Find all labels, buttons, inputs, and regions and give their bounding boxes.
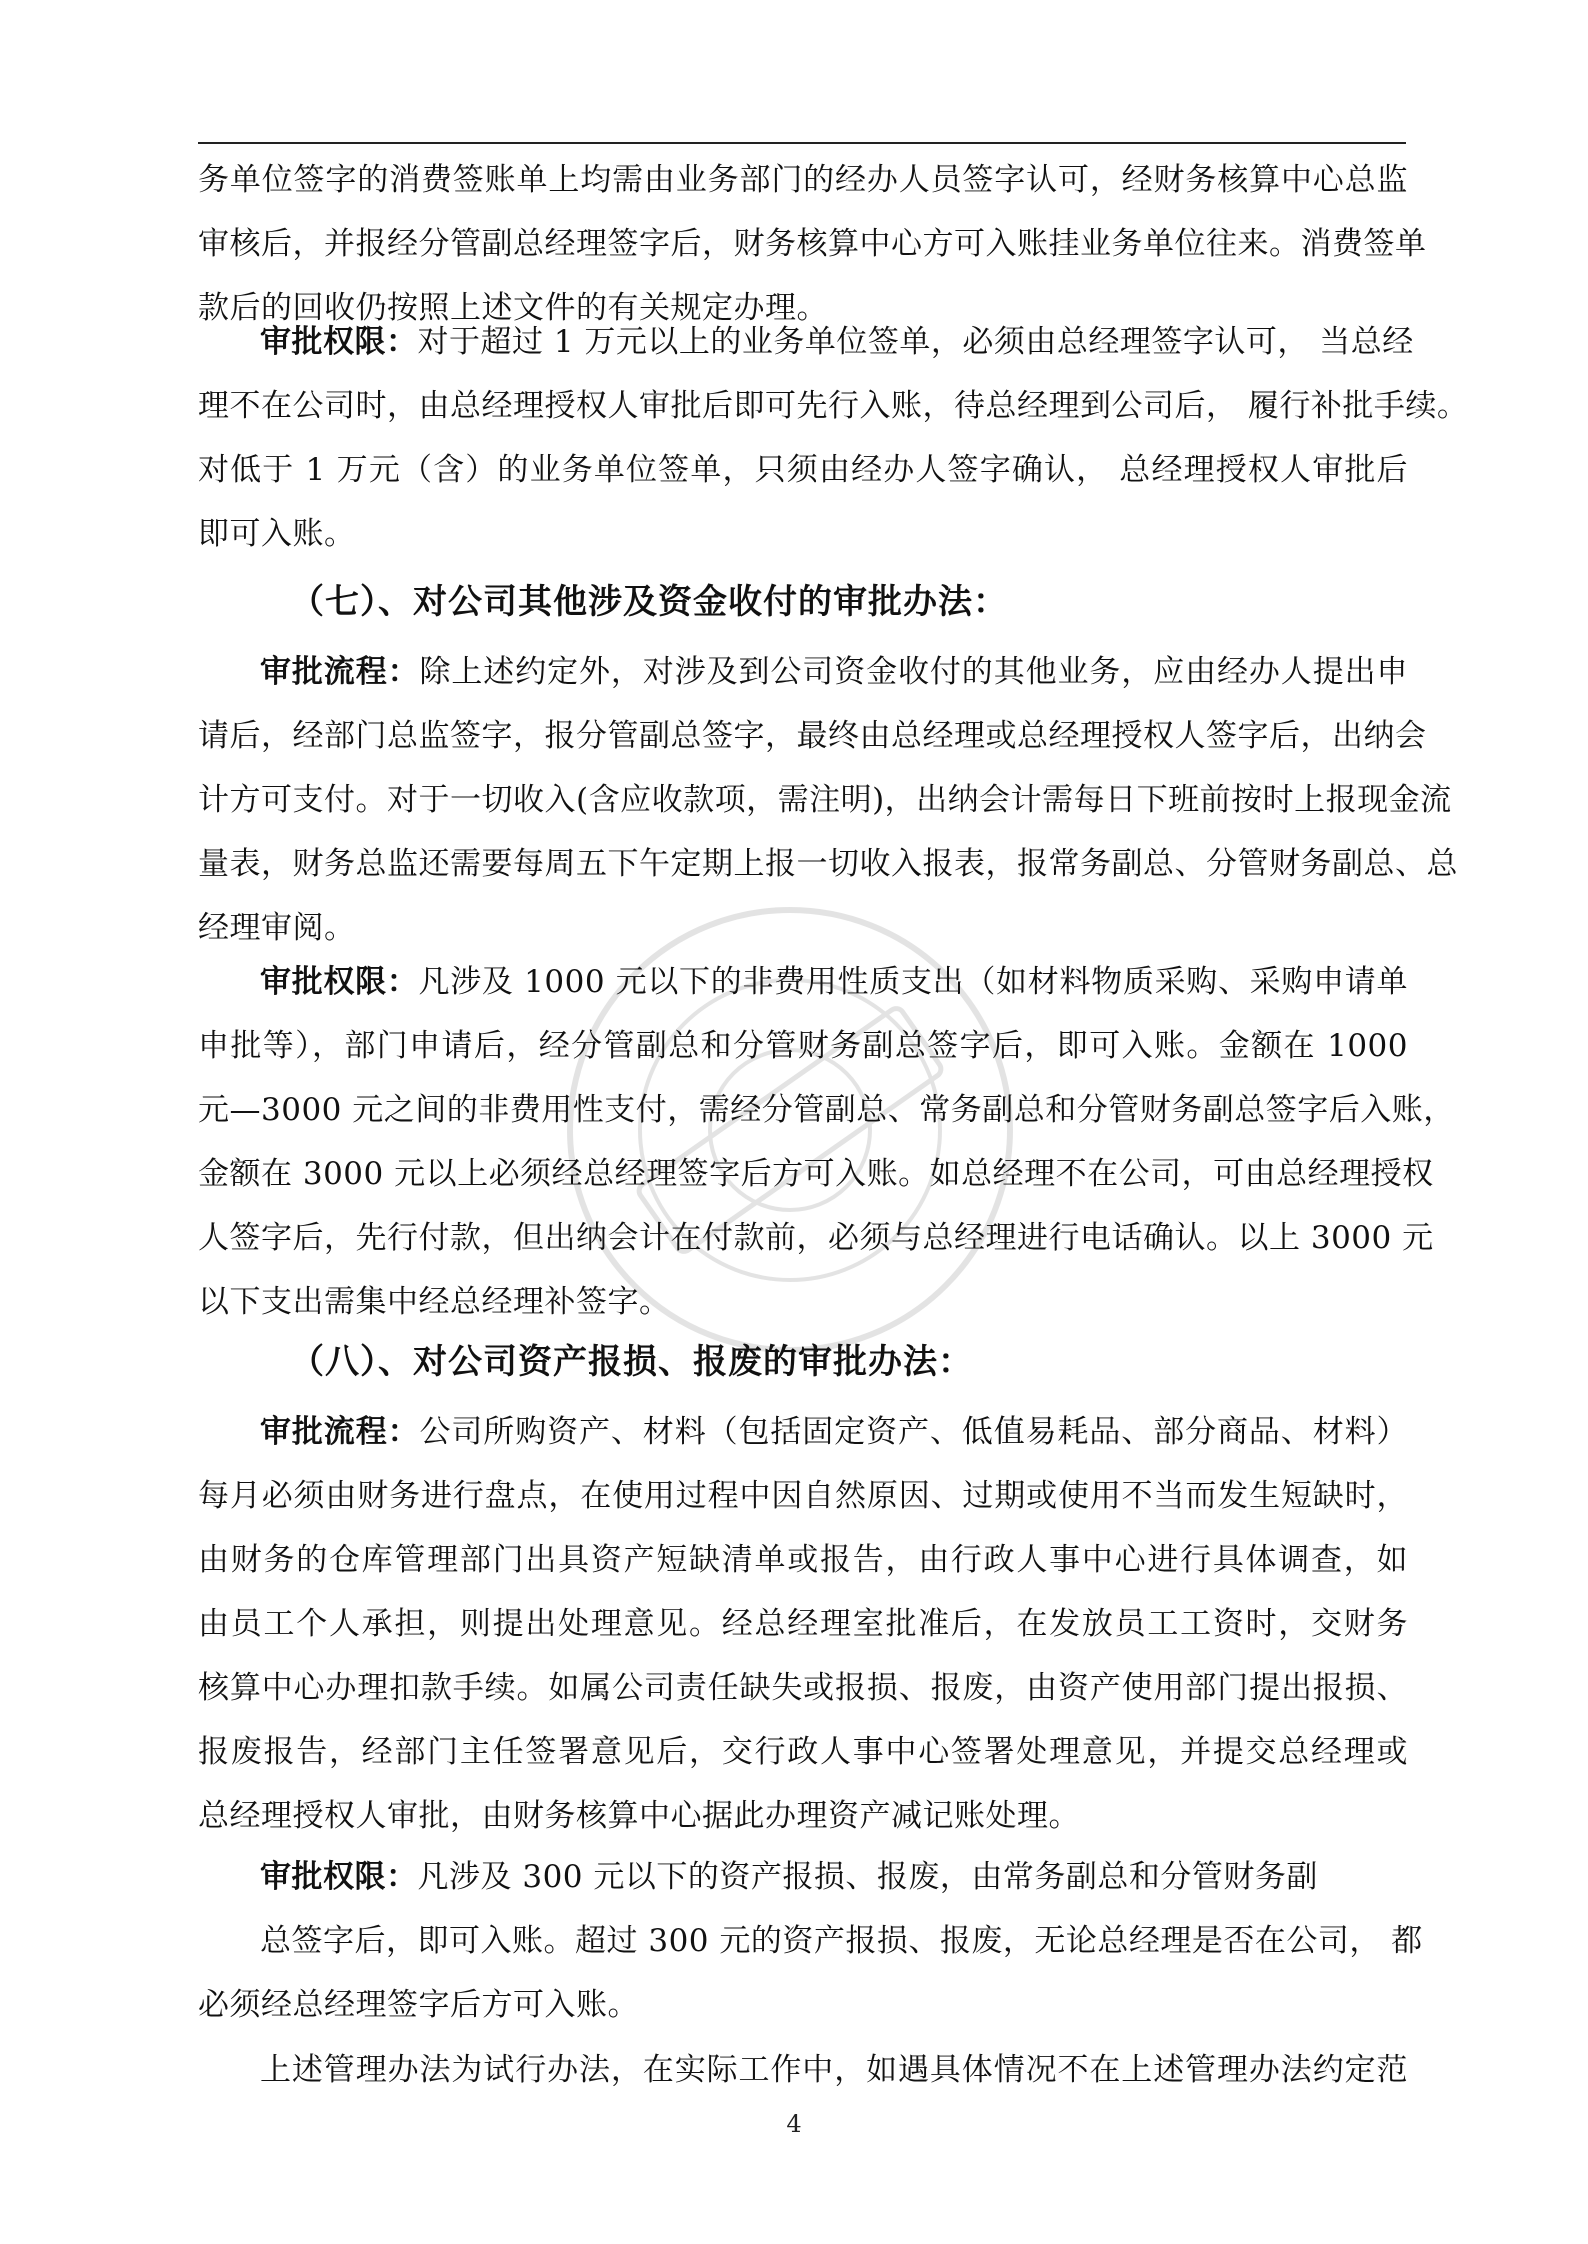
paragraph-approval-process-8 [198,1400,1408,1848]
section-heading-8: （八）、对公司资产报损、报废的审批办法： [290,1342,973,1382]
text-segment: 凡涉及 300 元以下的资产报损、报废，由常务副总和分管财务副 [417,1859,1318,1895]
text-line [198,640,1408,704]
text-line: 款后的回收仍按照上述文件的有关规定办理。 [198,290,828,326]
page-number: 4 [786,2110,802,2138]
label-approval-authority: 审批权限： [260,964,419,1000]
text-segment: 凡涉及 1000 元以下的非费用性质支出（如材料物质采购、采购申请单 [418,964,1408,1000]
text-line: 对低于 1 万元（含）的业务单位签单，只须由经办人签字确认， 总经理授权人审批后 [198,452,1408,488]
text-segment: 公司所购资产、材料（包括固定资产、低值易耗品、部分商品、材料） [419,1414,1408,1450]
text-line [198,1400,1408,1464]
text-line: 务单位签字的消费签账单上均需由业务部门的经办人员签字认可，经财务核算中心总监 [198,162,1408,198]
section-heading-7: （七）、对公司其他涉及资金收付的审批办法： [290,582,1008,622]
text-segment: 对于超过 1 万元以上的业务单位签单，必须由总经理签字认可， 当总经 [417,324,1414,360]
text-line: 必须经总经理签字后方可入账。 [198,1987,639,2023]
header-rule [198,142,1406,144]
paragraph-approval-authority-8 [198,1845,1423,2037]
paragraph-closing [198,2038,1408,2102]
paragraph-approval-process-7 [198,640,1458,960]
text-line: 经理审阅。 [198,910,356,946]
text-line: 报废报告，经部门主任签署意见后，交行政人事中心签署处理意见，并提交总经理或 [198,1734,1408,1770]
text-line: 元—3000 元之间的非费用性支付，需经分管副总、常务副总和分管财务副总签字后入账， [198,1092,1455,1128]
text-line: 理不在公司时，由总经理授权人审批后即可先行入账，待总经理到公司后， 履行补批手续。 [198,388,1469,424]
label-approval-process: 审批流程： [260,1414,420,1450]
text-line: 以下支出需集中经总经理补签字。 [198,1284,671,1320]
text-line: 即可入账。 [198,516,356,552]
label-approval-authority: 审批权限： [260,1859,418,1895]
text-line: 审核后，并报经分管副总经理签字后，财务核算中心方可入账挂业务单位往来。消费签单 [198,226,1427,262]
text-line: 金额在 3000 元以上必须经总经理签字后方可入账。如总经理不在公司，可由总经理授权 [198,1156,1434,1192]
text-line: 每月必须由财务进行盘点，在使用过程中因自然原因、过期或使用不当而发生短缺时， [198,1478,1408,1514]
text-line: 核算中心办理扣款手续。如属公司责任缺失或报损、报废，由资产使用部门提出报损、 [198,1670,1408,1706]
text-line [198,1845,1408,1909]
text-line: 总经理授权人审批，由财务核算中心据此办理资产减记账处理。 [198,1798,1080,1834]
text-line: 上述管理办法为试行办法，在实际工作中，如遇具体情况不在上述管理办法约定范 [260,2052,1408,2088]
section-heading-8-block [198,1330,1408,1394]
label-approval-authority: 审批权限： [260,324,418,360]
text-line [198,950,1408,1014]
text-line: 人签字后，先行付款，但出纳会计在付款前，必须与总经理进行电话确认。以上 3000 元 [198,1220,1434,1256]
text-segment: 除上述约定外，对涉及到公司资金收付的其他业务，应由经办人提出申 [419,654,1408,690]
text-line: 由财务的仓库管理部门出具资产短缺清单或报告，由行政人事中心进行具体调查，如 [198,1542,1408,1578]
section-heading-7-block [198,570,1408,634]
paragraph-approval-authority-1 [198,310,1469,566]
text-line: 计方可支付。对于一切收入(含应收款项，需注明)，出纳会计需每日下班前按时上报现金流 [198,782,1452,818]
text-line: 总签字后，即可入账。超过 300 元的资产报损、报废，无论总经理是否在公司， 都 [260,1923,1423,1959]
text-line: 由员工个人承担，则提出处理意见。经总经理室批准后，在发放员工工资时，交财务 [198,1606,1408,1642]
text-line: 量表，财务总监还需要每周五下午定期上报一切收入报表，报常务副总、分管财务副总、总 [198,846,1458,882]
label-approval-process: 审批流程： [260,654,420,690]
text-line [198,310,1414,374]
text-line: 申批等），部门申请后，经分管副总和分管财务副总签字后，即可入账。金额在 1000 [198,1028,1408,1064]
paragraph-approval-authority-7 [198,950,1455,1334]
text-line: 请后，经部门总监签字，报分管副总签字，最终由总经理或总经理授权人签字后，出纳会 [198,718,1427,754]
